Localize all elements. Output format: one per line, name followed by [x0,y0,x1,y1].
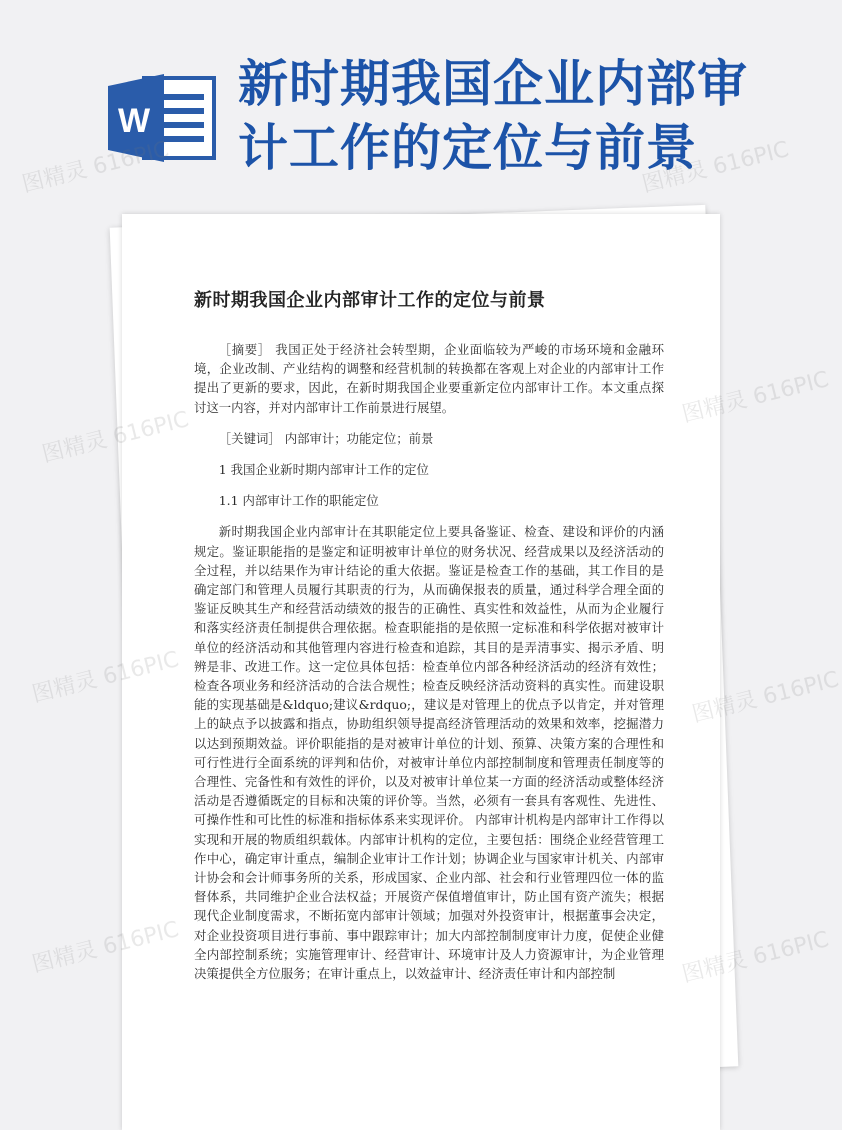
abstract-paragraph: ［摘要］ 我国正处于经济社会转型期，企业面临较为严峻的市场环境和金融环境，企业改制、产业结构的调整和经营机制的转换都在客观上对企业的内部审计工作提出了更新的要求，因此，在新时期我国企业要重新定位内部审计工作。本文重点探讨这一内容，并对内部审计工作前景进行展望。 [194,342,664,415]
watermark-text: 图精灵 616PIC [19,137,172,198]
word-document-icon [108,72,218,164]
body-paragraph: 新时期我国企业内部审计在其职能定位上要具备鉴证、检查、建设和评价的内涵规定。鉴证职能指的是鉴定和证明被审计单位的财务状况、经营成果以及经济活动的全过程，并以结果作为审计结论的重大依据。鉴证是检查工作的基础，其工作目的是确定部门和管理人员履行其职责的行为，从而确保报表的质量，通过科学合理全面的鉴证反映其生产和经营活动绩效的报告的正确性、真实性和效益性，从而为企业履行和落实经济责任制提供合理依据。检查职能指的是依照一定标准和科学依据对被审计单位的经济活动和其他管理内容进行检查和追踪，其目的是弄清事实、揭示矛盾、明辨是非、改进工作。这一定位具体包括：检查单位内部各种经济活动的经济有效性；检查各项业务和经济活动的合法合规性；检查反映经济活动资料的真实性。而建设职能的实现基础是&ldquo;建议&rdquo;，建议是对管理上的优点予以肯定，并对管理上的缺点予以披露和指点，协助组织领导提高经济管理活动的效果和效率，挖掘潜力以达到预期效益。评价职能指的是对被审计单位的计划、预算、决策方案的合理性和可行性进行全面系统的评判和估价，对被审计单位内部控制制度和管理责任制度等的合理性、完备性和有效性的评价，以及对被审计单位某一方面的经济活动或整体经济活动是否遵循既定的目标和决策的评价等。当然，必须有一套具有客观性、先进性、可操作性和可比性的标准和指标体系来实现评价。 内部审计机构是内部审计工作得以实现和开展的物质组织载体。内部审计机构的定位，主要包括：围绕企业经营管理工作中心，确定审计重点，编制企业审计工作计划；协调企业与国家审计机关、内部审计协会和会计师事务所的关系，形成国家、企业内部、社会和行业管理四位一体的监督体系，共同维护企业合法权益；开展资产保值增值审计，防止国有资产流失；根据现代企业制度需求，不断拓宽内部审计领域；加强对外投资审计，根据董事会决定，对企业投资项目进行事前、事中跟踪审计；加大内部控制制度审计力度，促使企业健全内部控制系统；实施管理审计、经营审计、环境审计及人力资源审计，为企业管理决策提供全方位服务；在审计重点上，以效益审计、经济责任审计和内部控制 [194,524,664,982]
header-banner [0,0,800,210]
subsection-heading: 1.1 内部审计工作的职能定位 [218,493,379,509]
watermark-text: 图精灵 616PIC [679,367,832,428]
document-title: 新时期我国企业内部审计工作的定位与前景 [194,290,546,311]
watermark-text: 图精灵 616PIC [29,917,182,978]
watermark-text: 图精灵 616PIC [639,137,792,198]
watermark-text: 图精灵 616PIC [689,667,842,728]
watermark-text: 图精灵 616PIC [679,927,832,988]
document-page [122,214,720,1130]
keywords-line: ［关键词］ 内部审计；功能定位；前景 [218,430,434,446]
svg-text:W: W [117,102,151,140]
section-heading: 1 我国企业新时期内部审计工作的定位 [218,462,429,478]
watermark-text: 图精灵 616PIC [29,647,182,708]
header-title: 新时期我国企业内部审计工作的定位与前景 [238,55,748,177]
watermark-text: 图精灵 616PIC [39,407,192,468]
